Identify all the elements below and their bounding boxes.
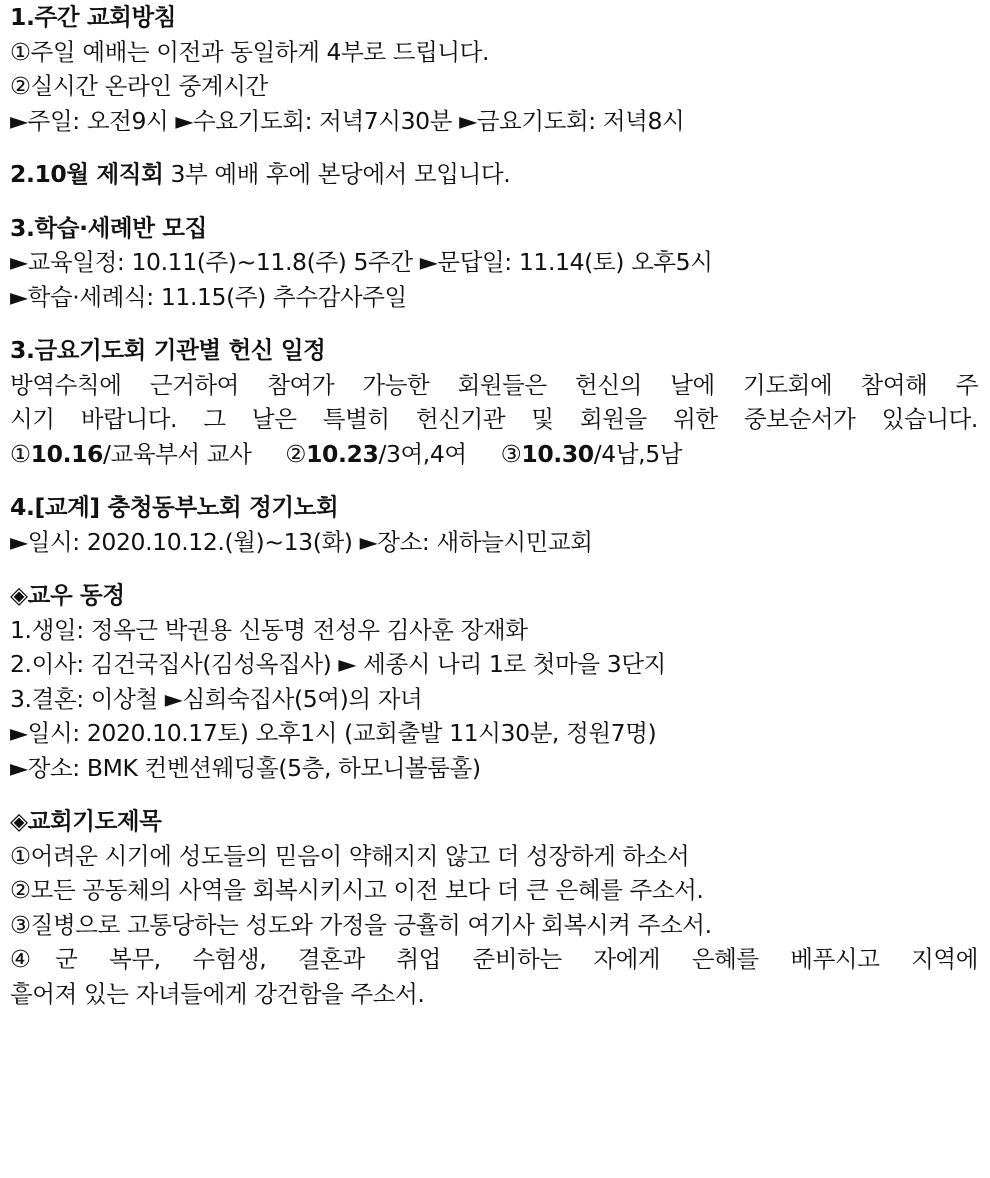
spacer [10, 471, 978, 490]
section-1-line-2: ②실시간 온라인 중계시간 [10, 72, 268, 100]
section-4-schedule [10, 437, 978, 472]
schedule-item-2-num: ② [285, 439, 307, 468]
section-4-paragraph-2: 시기 바랍니다. 그 날은 특별히 헌신기관 및 회원을 위한 중보순서가 있습니다. [10, 405, 978, 433]
schedule-item-3-num: ③ [500, 439, 522, 468]
schedule-item-1-who: /교육부서 교사 [103, 439, 252, 468]
schedule-item-1-num: ① [10, 439, 31, 468]
section-7-title: ◈교회기도제목 [10, 807, 162, 835]
spacer [10, 785, 978, 804]
spacer [10, 314, 978, 333]
section-5-line-1: ►일시: 2020.10.12.(월)~13(화) ►장소: 새하늘시민교회 [10, 527, 593, 556]
section-1-title: 1.주간 교회방침 [10, 3, 177, 31]
section-6-line-3: 3.결혼: 이상철 ►심희숙집사(5여)의 자녀 [10, 684, 423, 713]
section-3-line-1: ►교육일정: 10.11(주)~11.8(주) 5주간 ►문답일: 11.14(토) 오후5시 [10, 248, 713, 276]
section-5-title: 4.[교계] 충청동부노회 정기노회 [10, 493, 339, 521]
section-6-line-1: 1.생일: 정옥근 박권용 신동명 전성우 김사훈 장재화 [10, 615, 528, 644]
spacer [10, 192, 978, 211]
spacer [10, 559, 978, 578]
schedule-item-1-date: 10.16 [30, 439, 104, 468]
section-6-line-4: ►일시: 2020.10.17토) 오후1시 (교회출발 11시30분, 정원7명) [10, 719, 657, 747]
section-7-line-3: ③질병으로 고통당하는 성도와 가정을 긍휼히 여기사 회복시켜 주소서. [10, 910, 712, 939]
schedule-item-2-date: 10.23 [306, 439, 379, 468]
section-2-title: 2.10월 제직회 [10, 160, 164, 188]
schedule-item-3-who: /4남,5남 [593, 439, 683, 468]
section-7-line-1: ①어려운 시기에 성도들의 믿음이 약해지지 않고 더 성장하게 하소서 [10, 841, 690, 870]
section-4-title: 3.금요기도회 기관별 헌신 일정 [10, 336, 326, 364]
section-7-line-5: 흩어져 있는 자녀들에게 강건함을 주소서. [10, 979, 425, 1008]
section-7-line-4: ④군 복무, 수험생, 결혼과 취업 준비하는 자에게 은혜를 베푸시고 지역에 [10, 945, 978, 973]
section-3-line-2: ►학습·세례식: 11.15(주) 추수감사주일 [10, 282, 407, 311]
section-6-title: ◈교우 동정 [10, 581, 125, 609]
spacer [10, 138, 978, 157]
section-2-line [10, 157, 978, 192]
section-4-paragraph-1: 방역수칙에 근거하여 참여가 가능한 회원들은 헌신의 날에 기도회에 참여해 주 [10, 370, 978, 399]
schedule-item-2-who: /3여,4여 [378, 439, 467, 468]
section-1-line-3: ►주일: 오전9시 ►수요기도회: 저녁7시30분 ►금요기도회: 저녁8시 [10, 106, 685, 135]
section-6-line-2: 2.이사: 김건국집사(김성옥집사) ► 세종시 나리 1로 첫마을 3단지 [10, 650, 666, 678]
section-6-line-5: ►장소: BMK 컨벤션웨딩홀(5층, 하모니볼룸홀) [10, 753, 481, 782]
schedule-item-3-date: 10.30 [521, 439, 594, 468]
section-1-line-1: ①주일 예배는 이전과 동일하게 4부로 드립니다. [10, 37, 490, 66]
section-2-text: 3부 예배 후에 본당에서 모입니다. [163, 160, 511, 188]
section-3-title: 3.학습·세례반 모집 [10, 213, 207, 242]
section-7-line-2: ②모든 공동체의 사역을 회복시키시고 이전 보다 더 큰 은혜를 주소서. [10, 876, 704, 904]
